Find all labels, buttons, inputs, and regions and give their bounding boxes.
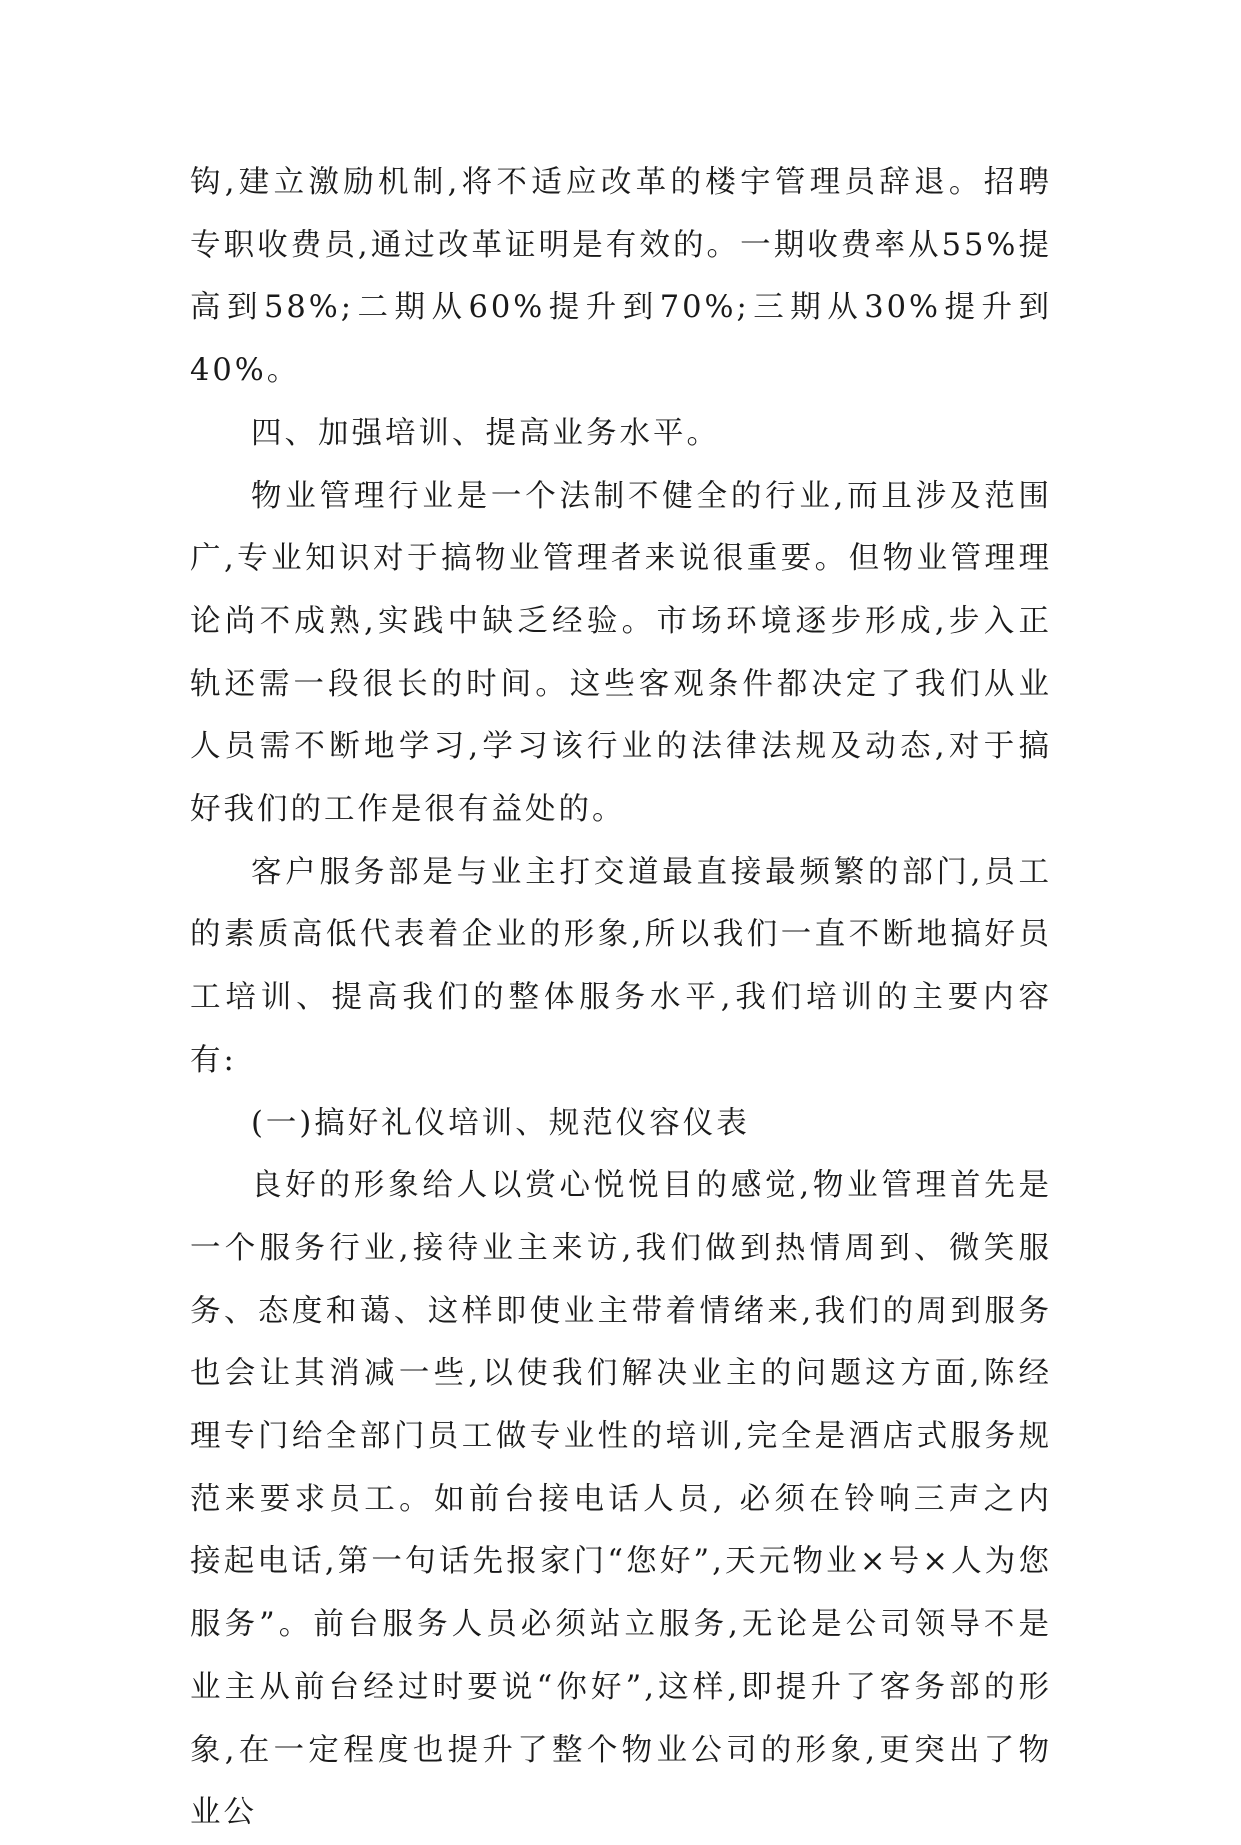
section-heading-training: 四、加强培训、提高业务水平。 bbox=[251, 415, 720, 451]
subsection-heading-etiquette: (一)搞好礼仪培训、规范仪容仪表 bbox=[251, 1105, 750, 1141]
paragraph-continuation: 钩,建立激励机制,将不适应改革的楼宇管理员辞退。招聘专职收费员,通过改革证明是有效的。一期收费率从55%提高到58%;二期从60%提升到70%;三期从30%提升到40%。 bbox=[190, 165, 1052, 389]
paragraph-etiquette-details: 良好的形象给人以赏心悦悦目的感觉,物业管理首先是一个服务行业,接待业主来访,我们做到热情周到、微笑服务、态度和蔼、这样即使业主带着情绪来,我们的周到服务也会让其消减一些,以使我们解决业主的问题这方面,陈经理专门给全部门员工做专业性的培训,完全是酒店式服务规范来要求员工。如前台接电话人员, 必须在铃响三声之内接起电话,第一句话先报家门“您好”,天元物业×号×人为您服务”。前台服务人员必须站立服务,无论是公司领导不是业主从前台经过时要说“你好”,这样,即提升了客务部的形象,在一定程度也提升了整个物业公司的形象,更突出了物业公 bbox=[190, 1168, 1052, 1831]
paragraph-industry-learning: 物业管理行业是一个法制不健全的行业,而且涉及范围广,专业知识对于搞物业管理者来说很重要。但物业管理理论尚不成熟,实践中缺乏经验。市场环境逐步形成,步入正轨还需一段很长的时间。这些客观条件都决定了我们从业人员需不断地学习,学习该行业的法律法规及动态,对于搞好我们的工作是很有益处的。 bbox=[190, 478, 1052, 828]
paragraph-customer-service: 客户服务部是与业主打交道最直接最频繁的部门,员工的素质高低代表着企业的形象,所以我们一直不断地搞好员工培训、提高我们的整体服务水平,我们培训的主要内容有: bbox=[190, 854, 1052, 1078]
document-body bbox=[190, 152, 1052, 1845]
